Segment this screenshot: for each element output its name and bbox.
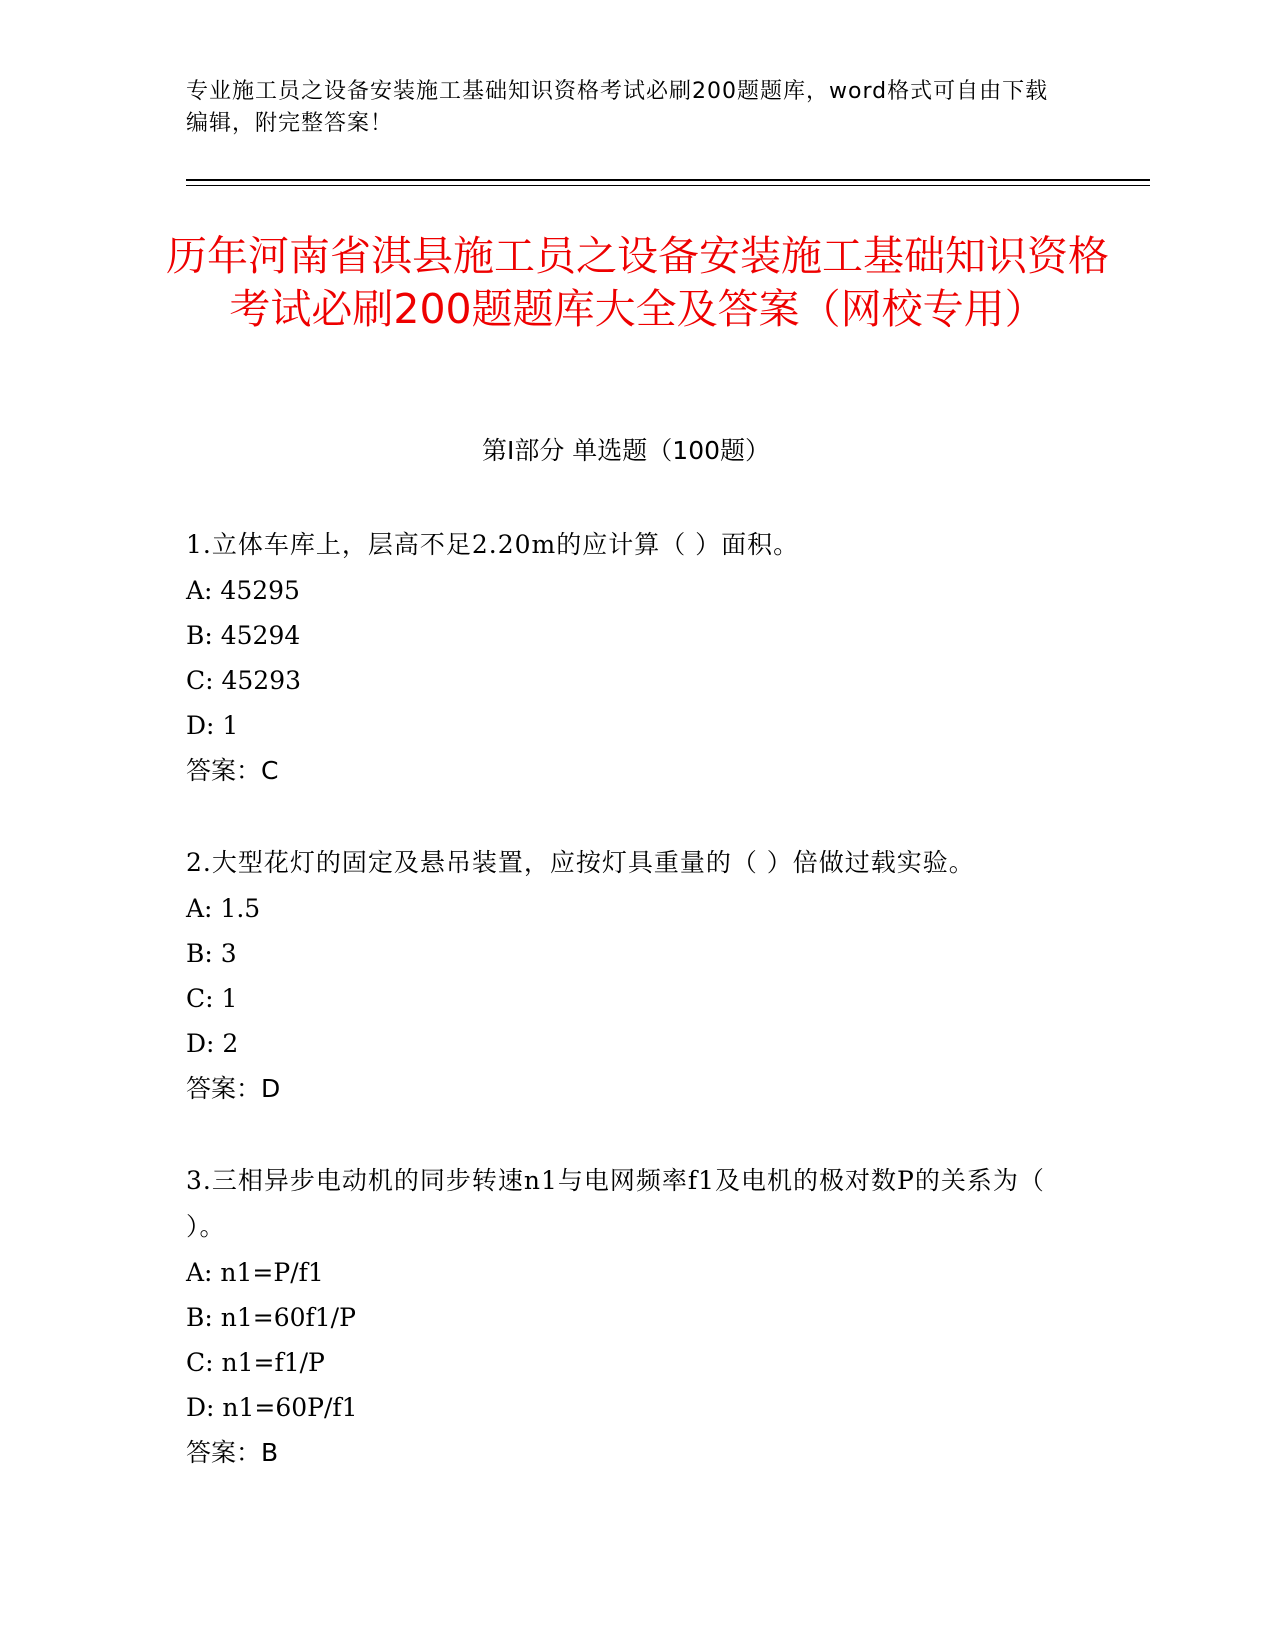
question-1 — [186, 522, 1066, 793]
answer-line: 答案：B — [186, 1438, 279, 1467]
option-a: A: 1.5 — [186, 894, 261, 923]
answer-line: 答案：C — [186, 756, 279, 785]
option-a: A: n1=P/f1 — [186, 1258, 324, 1287]
header-rule-thick — [186, 179, 1150, 181]
document-title: 历年河南省淇县施工员之设备安装施工基础知识资格考试必刷200题题库大全及答案（网校专用） — [166, 232, 1109, 333]
option-c: C: 45293 — [186, 666, 302, 695]
question-stem: 2.大型花灯的固定及悬吊装置，应按灯具重量的（ ）倍做过载实验。 — [186, 848, 975, 877]
header-note: 专业施工员之设备安装施工基础知识资格考试必刷200题题库，word格式可自由下载编辑，附完整答案！ — [186, 79, 1049, 136]
header-rule-thin — [186, 185, 1150, 186]
option-c: C: 1 — [186, 984, 238, 1013]
question-stem: 3.三相异步电动机的同步转速n1与电网频率f1及电机的极对数P的关系为（ ）。 — [186, 1166, 1045, 1241]
option-b: B: n1=60f1/P — [186, 1303, 356, 1332]
question-stem: 1.立体车库上，层高不足2.20m的应计算（ ）面积。 — [186, 530, 800, 559]
question-2 — [186, 840, 1066, 1111]
option-d: D: n1=60P/f1 — [186, 1393, 358, 1422]
option-d: D: 1 — [186, 711, 239, 740]
option-d: D: 2 — [186, 1029, 239, 1058]
section-heading: 第Ⅰ部分 单选题（100题） — [481, 436, 771, 465]
option-a: A: 45295 — [186, 576, 300, 605]
option-b: B: 45294 — [186, 621, 301, 650]
option-b: B: 3 — [186, 939, 237, 968]
answer-line: 答案：D — [186, 1074, 281, 1103]
option-c: C: n1=f1/P — [186, 1348, 325, 1377]
question-3 — [186, 1158, 1066, 1475]
